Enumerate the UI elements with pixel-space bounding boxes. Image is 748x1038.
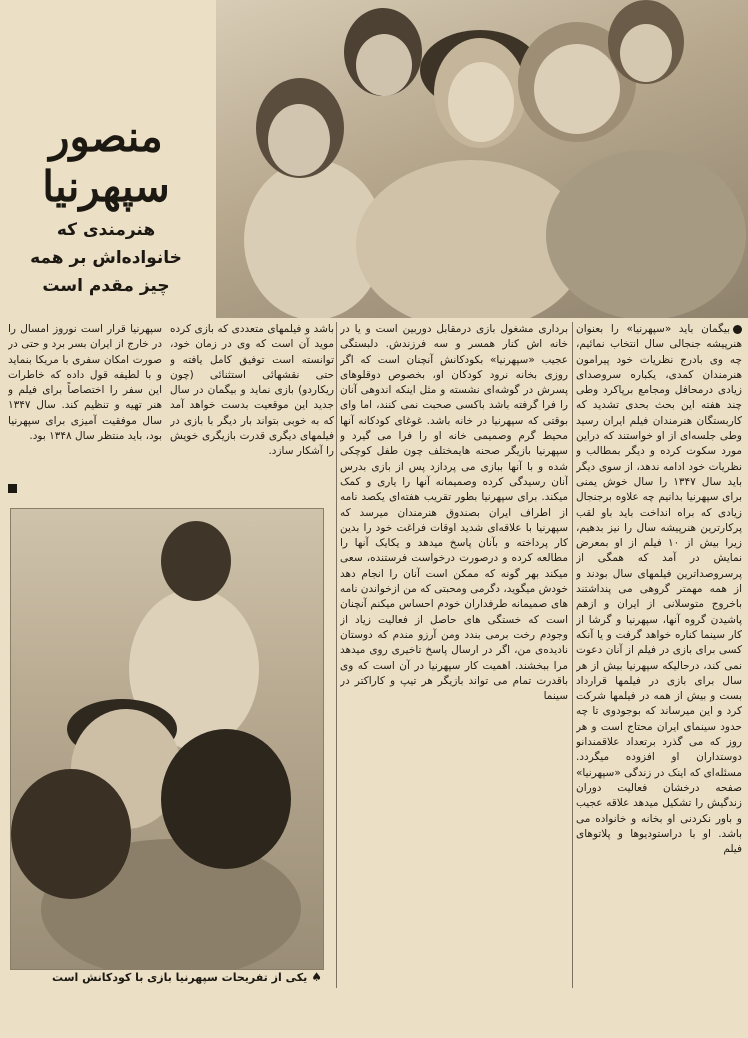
family-photo	[216, 0, 748, 318]
subtitle-line-3: چیز مقدم است	[42, 276, 170, 296]
column-3-text: باشد و فیلمهای متعددی که بازی کرده موید آن است که وی در زمان خود، توانسته است توفیق کامل یافته و حتی نقشهائی استثنائی (چون ریکاردو) بازی نماید و بیگمان در سال جدید این موقعیت بدست خواهد آمد که به خوبی بتواند بار دیگر با بازی در فیلمهای دیگری قدرت بازیگری خویش را آشکار سازد.	[170, 323, 334, 458]
title-line-2: سپهرنیا	[42, 162, 170, 211]
photo-caption	[10, 970, 322, 984]
column-divider	[336, 322, 337, 988]
article-column-2	[340, 322, 568, 988]
children-photo	[10, 508, 324, 970]
title-line-1: منصور	[49, 112, 163, 161]
caption-text: یکی از تفریحات سپهرنیا بازی با کودکانش است	[52, 971, 308, 984]
article-headline	[6, 112, 206, 300]
column-divider	[572, 322, 573, 988]
column-2-text: برداری مشغول بازی درمقابل دوربین است و یا در خانه اش کنار همسر و سه فرزندش. دلبستگی عجیب «سپهرنیا» بکودکانش آنچنان است که اگر روزی بخانه نرود کودکان او، بخصوص دوقلوهای پسرش در گوشه‌ای نشسته و مثل اینکه اندوهی آنان را فرا گرفته باشد باکسی صحبت نمی کنند، اما وای بوقتی که سپهرنیا در خانه باشد. غوغای کودکانه آنها محیط گرم وصمیمی خانه او را فرا می گیرد و سپهرنیا بازیگر صحنه هایمختلف چون طفل کوچکی شده و با آنها ببازی می پردازد پس از بازی بدرس آنان رسیدگی کرده وصمیمانه آنها را یاری و کمک میکند. برای سپهرنیا بطور تقریب هفته‌ای یکصد نامه از اطراف ایران بصندوق هنرمندان میرسد که سپهرنیا با علاقه‌ای شدید اوقات فراغت خود را بدین کار پرداخته و بآنان پاسخ میدهد و یکایک آنها را مطالعه کرده و درصورت درخواست فرستنده، سعی میکند بهر گونه که ممکن است آنان را انجام دهد خودش میگوید، دگرمی ومحبتی که من ازخواندن نامه های صمیمانه طرفداران خودم احساس میکنم آنچنان است که خستگی های حاصل از فعالیت زیاد از وجودم رخت برمی بندد ومن آرزو مندم که دوستان نادیده‌ی من، اگر در ارسال پاسخ تاخیری روی میدهد مرا ببخشند. اهمیت کار سپهرنیا در آن است که وی باقدرت تمام می تواند بازیگر هر تیپ و کاراکتر در سینما	[340, 323, 568, 703]
subtitle-line-1: هنرمندی که	[56, 220, 156, 240]
spade-icon: ♠	[311, 970, 322, 984]
subtitle-line-2: خانواده‌اش بر همه	[30, 248, 182, 268]
bullet-icon	[733, 325, 742, 334]
article-column-4	[8, 322, 162, 472]
square-end-icon	[8, 484, 17, 493]
article-column-3	[170, 322, 334, 472]
article-column-1	[576, 322, 742, 988]
column-1-text: بیگمان باید «سپهرنیا» را بعنوان هنرپیشه جنجالی سال انتخاب نمائیم، چه وی بادرج نظریات خود پیرامون هنرمندان کمدی، یکباره سروصدای زیادی درمحافل ومجامع برپاکرد وطی چند هفته این بحث بحدی تشدید که کاربستگان هنرمندان فیلم ایران رسید وطی جلسه‌ای از او خواستند که دراین مورد سکوت کرده و دیگر بمطالب و نظریات خود ادامه ندهد، از سوی دیگر باید سال ۱۳۴۷ را سال خوش یمنی برای سپهرنیا بدانیم چه علاوه برجنجال زیادی که براه انداخت باید باو لقب پرکارترین هنرپیشه سال را نیز بدهیم، زیرا بیش از ۱۰ فیلم از او بمعرض نمایش در آمد که همگی از پرسروصداترین فیلمهای سال بودند و از همه مهمتر گروهی می پنداشتند باخروج متوسلانی از ایران و ازهم پاشیدن گروه آنها، سپهرنیا و گرشا از کار سینما کناره خواهد گرفت و یا آنکه کسی برای بازی در فیلم از آنان دعوت نمی کند، درحالیکه سپهرنیا بیش از هر سال برای بازی در فیلمها قرارداد بست و بیش از همه در فیلمها شرکت کرد و این میرساند که بوجودوی تا چه حدود سینمای ایران محتاج است و هر روز که می گذرد برتعداد علاقمندانو دوستداران او افزوده میگردد. مسئله‌ای که اینک در زندگی «سپهرنیا» صفحه درخشان فعالیت دوران زندگیش را تشکیل میدهد علاقه عجیب و باور نکردنی او بخانه و خانواده می باشد. او با دراستودیوها و پلاتوهای فیلم	[576, 323, 742, 856]
column-4-text: سپهرنیا قرار است نوروز امسال را در خارج از ایران بسر برد و حتی در صورت امکان سفری با مریکا بنماید و با لطیفه قول داده که خاطرات این سفر را اختصاصاً برای فیلم و هنر تهیه و تنظیم کند. سال ۱۳۴۷ سال موفقیت آمیزی برای سپهرنیا بود، باید منتظر سال ۱۳۴۸ بود.	[8, 323, 162, 443]
